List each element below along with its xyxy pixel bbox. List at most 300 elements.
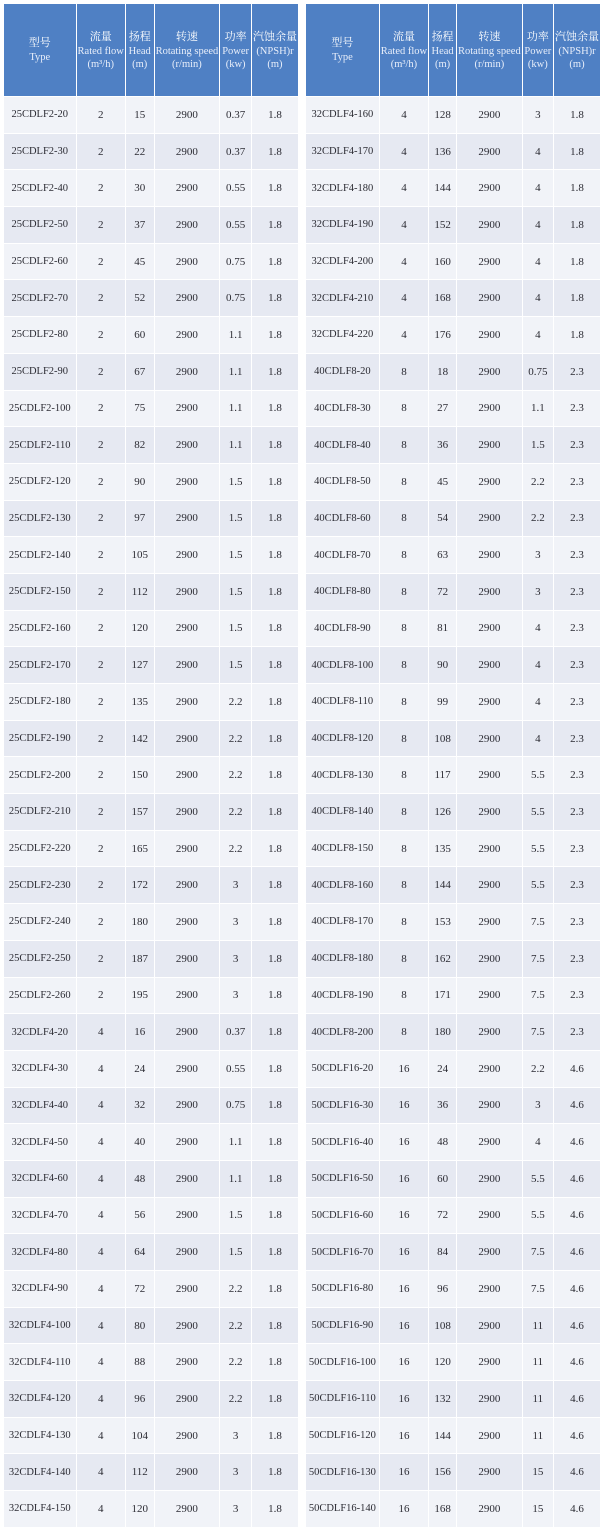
cell-power: 3 bbox=[522, 1087, 553, 1124]
column-header-head bbox=[125, 4, 154, 97]
cell-npsh: 1.8 bbox=[251, 867, 298, 904]
cell-rated-flow: 4 bbox=[76, 1160, 125, 1197]
table-row bbox=[306, 1381, 600, 1418]
cell-rotating-speed: 2900 bbox=[457, 207, 523, 244]
cell-type: 50CDLF16-60 bbox=[306, 1197, 379, 1234]
cell-power: 1.5 bbox=[220, 500, 252, 537]
cell-type: 25CDLF2-40 bbox=[4, 170, 76, 207]
cell-power: 4 bbox=[522, 133, 553, 170]
cell-npsh: 2.3 bbox=[553, 573, 600, 610]
cell-rotating-speed: 2900 bbox=[457, 353, 523, 390]
table-row bbox=[306, 1271, 600, 1308]
cell-head: 153 bbox=[429, 904, 457, 941]
cell-npsh: 1.8 bbox=[251, 1271, 298, 1308]
cell-head: 56 bbox=[125, 1197, 154, 1234]
cell-type: 50CDLF16-20 bbox=[306, 1050, 379, 1087]
cell-type: 25CDLF2-70 bbox=[4, 280, 76, 317]
cell-rotating-speed: 2900 bbox=[457, 1307, 523, 1344]
cell-npsh: 1.8 bbox=[251, 390, 298, 427]
spec-table-left bbox=[4, 4, 298, 1527]
cell-power: 11 bbox=[522, 1417, 553, 1454]
cell-npsh: 4.6 bbox=[553, 1417, 600, 1454]
table-row bbox=[4, 390, 298, 427]
cell-rotating-speed: 2900 bbox=[457, 757, 523, 794]
cell-rotating-speed: 2900 bbox=[154, 280, 220, 317]
cell-rotating-speed: 2900 bbox=[154, 794, 220, 831]
cell-head: 108 bbox=[429, 720, 457, 757]
cell-head: 40 bbox=[125, 1124, 154, 1161]
cell-rated-flow: 4 bbox=[76, 1454, 125, 1491]
cell-rated-flow: 16 bbox=[379, 1491, 428, 1527]
cell-npsh: 1.8 bbox=[553, 133, 600, 170]
table-row bbox=[4, 1344, 298, 1381]
cell-head: 60 bbox=[125, 317, 154, 354]
cell-type: 32CDLF4-130 bbox=[4, 1417, 76, 1454]
cell-rotating-speed: 2900 bbox=[457, 537, 523, 574]
cell-rated-flow: 4 bbox=[76, 1344, 125, 1381]
column-header-zh: 扬程 bbox=[431, 29, 454, 43]
column-header-en: (m³/h) bbox=[87, 58, 114, 70]
cell-power: 2.2 bbox=[522, 463, 553, 500]
cell-head: 117 bbox=[429, 757, 457, 794]
cell-power: 5.5 bbox=[522, 1160, 553, 1197]
cell-rated-flow: 2 bbox=[76, 97, 125, 134]
table-row bbox=[4, 1050, 298, 1087]
cell-head: 168 bbox=[429, 1491, 457, 1527]
cell-rotating-speed: 2900 bbox=[154, 353, 220, 390]
cell-head: 16 bbox=[125, 1014, 154, 1051]
table-row bbox=[306, 243, 600, 280]
table-row bbox=[4, 353, 298, 390]
cell-power: 5.5 bbox=[522, 830, 553, 867]
cell-npsh: 1.8 bbox=[251, 97, 298, 134]
table-row bbox=[306, 867, 600, 904]
cell-npsh: 2.3 bbox=[553, 757, 600, 794]
table-row bbox=[4, 757, 298, 794]
table-row bbox=[4, 1124, 298, 1161]
cell-rated-flow: 8 bbox=[379, 867, 428, 904]
cell-rated-flow: 4 bbox=[76, 1381, 125, 1418]
cell-type: 25CDLF2-50 bbox=[4, 207, 76, 244]
cell-npsh: 1.8 bbox=[553, 280, 600, 317]
cell-rated-flow: 8 bbox=[379, 1014, 428, 1051]
cell-head: 18 bbox=[429, 353, 457, 390]
column-header-en: (m) bbox=[434, 58, 451, 70]
cell-npsh: 1.8 bbox=[251, 463, 298, 500]
column-header-en: Power bbox=[524, 45, 552, 57]
cell-power: 0.55 bbox=[220, 170, 252, 207]
table-row bbox=[4, 647, 298, 684]
cell-head: 152 bbox=[429, 207, 457, 244]
cell-rotating-speed: 2900 bbox=[154, 1087, 220, 1124]
cell-power: 7.5 bbox=[522, 904, 553, 941]
cell-power: 2.2 bbox=[522, 1050, 553, 1087]
column-header-zh: 功率 bbox=[526, 29, 549, 43]
cell-power: 3 bbox=[522, 573, 553, 610]
cell-type: 32CDLF4-190 bbox=[306, 207, 379, 244]
cell-rated-flow: 4 bbox=[76, 1197, 125, 1234]
cell-rotating-speed: 2900 bbox=[154, 427, 220, 464]
cell-rated-flow: 8 bbox=[379, 390, 428, 427]
table-row bbox=[306, 353, 600, 390]
cell-rotating-speed: 2900 bbox=[457, 1381, 523, 1418]
cell-rotating-speed: 2900 bbox=[154, 684, 220, 721]
cell-rated-flow: 2 bbox=[76, 207, 125, 244]
cell-head: 81 bbox=[429, 610, 457, 647]
cell-npsh: 1.8 bbox=[251, 904, 298, 941]
cell-type: 32CDLF4-70 bbox=[4, 1197, 76, 1234]
cell-power: 4 bbox=[522, 243, 553, 280]
cell-head: 112 bbox=[125, 573, 154, 610]
cell-npsh: 1.8 bbox=[251, 940, 298, 977]
cell-head: 99 bbox=[429, 684, 457, 721]
cell-power: 1.1 bbox=[220, 317, 252, 354]
cell-type: 50CDLF16-40 bbox=[306, 1124, 379, 1161]
column-header-npsh bbox=[553, 4, 600, 97]
cell-rotating-speed: 2900 bbox=[154, 243, 220, 280]
cell-rotating-speed: 2900 bbox=[457, 317, 523, 354]
cell-power: 3 bbox=[220, 867, 252, 904]
cell-rated-flow: 16 bbox=[379, 1124, 428, 1161]
cell-rated-flow: 8 bbox=[379, 610, 428, 647]
cell-power: 2.2 bbox=[220, 684, 252, 721]
cell-rotating-speed: 2900 bbox=[457, 573, 523, 610]
cell-rotating-speed: 2900 bbox=[154, 610, 220, 647]
cell-rotating-speed: 2900 bbox=[457, 1087, 523, 1124]
cell-type: 32CDLF4-100 bbox=[4, 1307, 76, 1344]
column-header-zh: 功率 bbox=[224, 29, 247, 43]
cell-npsh: 2.3 bbox=[553, 353, 600, 390]
cell-rated-flow: 8 bbox=[379, 647, 428, 684]
cell-rated-flow: 2 bbox=[76, 940, 125, 977]
cell-rotating-speed: 2900 bbox=[457, 794, 523, 831]
table-row bbox=[4, 1014, 298, 1051]
cell-type: 25CDLF2-100 bbox=[4, 390, 76, 427]
cell-head: 24 bbox=[429, 1050, 457, 1087]
cell-type: 32CDLF4-60 bbox=[4, 1160, 76, 1197]
table-row bbox=[306, 647, 600, 684]
cell-type: 32CDLF4-220 bbox=[306, 317, 379, 354]
cell-type: 32CDLF4-150 bbox=[4, 1491, 76, 1527]
cell-power: 3 bbox=[522, 537, 553, 574]
column-header-en: (m) bbox=[267, 58, 283, 70]
cell-power: 3 bbox=[220, 1417, 252, 1454]
table-row bbox=[4, 610, 298, 647]
cell-rated-flow: 2 bbox=[76, 170, 125, 207]
table-row bbox=[4, 1234, 298, 1271]
cell-head: 27 bbox=[429, 390, 457, 427]
column-header-rated-flow bbox=[379, 4, 428, 97]
table-row bbox=[306, 977, 600, 1014]
cell-head: 80 bbox=[125, 1307, 154, 1344]
cell-rotating-speed: 2900 bbox=[457, 1014, 523, 1051]
column-header-zh: 型号 bbox=[28, 36, 51, 49]
cell-power: 7.5 bbox=[522, 1234, 553, 1271]
cell-head: 144 bbox=[429, 170, 457, 207]
cell-head: 82 bbox=[125, 427, 154, 464]
cell-head: 45 bbox=[429, 463, 457, 500]
cell-rated-flow: 2 bbox=[76, 280, 125, 317]
cell-power: 1.1 bbox=[220, 1160, 252, 1197]
cell-power: 1.5 bbox=[220, 1234, 252, 1271]
column-header-en: (r/min) bbox=[172, 58, 202, 70]
cell-npsh: 1.8 bbox=[251, 1234, 298, 1271]
cell-head: 88 bbox=[125, 1344, 154, 1381]
table-row bbox=[306, 133, 600, 170]
cell-type: 40CDLF8-60 bbox=[306, 500, 379, 537]
cell-rotating-speed: 2900 bbox=[457, 170, 523, 207]
cell-npsh: 1.8 bbox=[251, 1344, 298, 1381]
cell-rated-flow: 2 bbox=[76, 390, 125, 427]
table-row bbox=[306, 720, 600, 757]
cell-head: 97 bbox=[125, 500, 154, 537]
table-row bbox=[4, 1307, 298, 1344]
cell-rated-flow: 4 bbox=[379, 280, 428, 317]
cell-power: 3 bbox=[220, 904, 252, 941]
cell-power: 0.75 bbox=[220, 1087, 252, 1124]
cell-npsh: 1.8 bbox=[251, 537, 298, 574]
cell-rated-flow: 2 bbox=[76, 133, 125, 170]
table-row bbox=[4, 280, 298, 317]
table-row bbox=[306, 573, 600, 610]
cell-type: 25CDLF2-230 bbox=[4, 867, 76, 904]
table-row bbox=[306, 904, 600, 941]
column-header-type bbox=[4, 4, 76, 97]
table-row bbox=[306, 794, 600, 831]
cell-npsh: 1.8 bbox=[251, 1417, 298, 1454]
cell-power: 0.37 bbox=[220, 1014, 252, 1051]
cell-head: 36 bbox=[429, 427, 457, 464]
cell-head: 156 bbox=[429, 1454, 457, 1491]
cell-rotating-speed: 2900 bbox=[154, 1381, 220, 1418]
cell-rotating-speed: 2900 bbox=[154, 830, 220, 867]
table-row bbox=[4, 317, 298, 354]
cell-type: 32CDLF4-200 bbox=[306, 243, 379, 280]
cell-npsh: 1.8 bbox=[251, 794, 298, 831]
table-row bbox=[306, 1087, 600, 1124]
cell-type: 32CDLF4-180 bbox=[306, 170, 379, 207]
cell-power: 5.5 bbox=[522, 794, 553, 831]
cell-rated-flow: 4 bbox=[76, 1087, 125, 1124]
table-row bbox=[4, 133, 298, 170]
column-header-en: Type bbox=[331, 52, 353, 63]
column-header-npsh bbox=[251, 4, 298, 97]
cell-type: 50CDLF16-120 bbox=[306, 1417, 379, 1454]
cell-type: 32CDLF4-170 bbox=[306, 133, 379, 170]
cell-rotating-speed: 2900 bbox=[154, 207, 220, 244]
cell-npsh: 4.6 bbox=[553, 1491, 600, 1527]
table-row bbox=[306, 757, 600, 794]
cell-rated-flow: 2 bbox=[76, 794, 125, 831]
cell-npsh: 1.8 bbox=[251, 280, 298, 317]
table-row bbox=[4, 1417, 298, 1454]
table-row bbox=[4, 170, 298, 207]
cell-rated-flow: 2 bbox=[76, 867, 125, 904]
cell-rated-flow: 8 bbox=[379, 573, 428, 610]
cell-power: 4 bbox=[522, 317, 553, 354]
cell-power: 1.1 bbox=[220, 427, 252, 464]
cell-power: 0.37 bbox=[220, 97, 252, 134]
column-header-en: (m) bbox=[569, 58, 585, 70]
cell-rotating-speed: 2900 bbox=[457, 830, 523, 867]
cell-head: 126 bbox=[429, 794, 457, 831]
cell-rotating-speed: 2900 bbox=[154, 1417, 220, 1454]
cell-type: 40CDLF8-190 bbox=[306, 977, 379, 1014]
table-row bbox=[4, 463, 298, 500]
cell-type: 50CDLF16-50 bbox=[306, 1160, 379, 1197]
cell-rotating-speed: 2900 bbox=[154, 977, 220, 1014]
cell-npsh: 1.8 bbox=[251, 757, 298, 794]
cell-rated-flow: 8 bbox=[379, 757, 428, 794]
cell-head: 60 bbox=[429, 1160, 457, 1197]
column-header-en: Rotating speed bbox=[155, 45, 219, 57]
cell-power: 2.2 bbox=[220, 757, 252, 794]
cell-power: 2.2 bbox=[220, 1344, 252, 1381]
cell-rated-flow: 4 bbox=[76, 1307, 125, 1344]
cell-npsh: 1.8 bbox=[251, 133, 298, 170]
cell-npsh: 2.3 bbox=[553, 684, 600, 721]
cell-rotating-speed: 2900 bbox=[457, 684, 523, 721]
cell-type: 40CDLF8-40 bbox=[306, 427, 379, 464]
table-row bbox=[306, 830, 600, 867]
table-row bbox=[306, 1050, 600, 1087]
cell-rotating-speed: 2900 bbox=[154, 463, 220, 500]
cell-type: 40CDLF8-180 bbox=[306, 940, 379, 977]
cell-type: 32CDLF4-110 bbox=[4, 1344, 76, 1381]
cell-type: 32CDLF4-140 bbox=[4, 1454, 76, 1491]
cell-npsh: 1.8 bbox=[251, 317, 298, 354]
spec-table-right bbox=[306, 4, 600, 1527]
cell-rotating-speed: 2900 bbox=[457, 97, 523, 134]
column-header-rotating-speed bbox=[154, 4, 220, 97]
cell-rated-flow: 4 bbox=[379, 133, 428, 170]
cell-type: 25CDLF2-190 bbox=[4, 720, 76, 757]
cell-npsh: 2.3 bbox=[553, 500, 600, 537]
cell-rated-flow: 2 bbox=[76, 647, 125, 684]
cell-rated-flow: 4 bbox=[379, 317, 428, 354]
cell-npsh: 2.3 bbox=[553, 720, 600, 757]
spec-tables bbox=[4, 4, 600, 1527]
cell-head: 108 bbox=[429, 1307, 457, 1344]
cell-head: 90 bbox=[125, 463, 154, 500]
cell-head: 160 bbox=[429, 243, 457, 280]
table-row bbox=[4, 427, 298, 464]
cell-head: 132 bbox=[429, 1381, 457, 1418]
cell-head: 144 bbox=[429, 867, 457, 904]
cell-head: 136 bbox=[429, 133, 457, 170]
cell-rotating-speed: 2900 bbox=[457, 1271, 523, 1308]
table-row bbox=[4, 1271, 298, 1308]
cell-head: 96 bbox=[125, 1381, 154, 1418]
cell-rated-flow: 16 bbox=[379, 1271, 428, 1308]
cell-npsh: 1.8 bbox=[251, 1014, 298, 1051]
table-row bbox=[4, 830, 298, 867]
cell-rated-flow: 2 bbox=[76, 977, 125, 1014]
cell-rated-flow: 2 bbox=[76, 353, 125, 390]
cell-head: 32 bbox=[125, 1087, 154, 1124]
cell-type: 40CDLF8-90 bbox=[306, 610, 379, 647]
cell-npsh: 1.8 bbox=[251, 610, 298, 647]
cell-rated-flow: 8 bbox=[379, 500, 428, 537]
cell-head: 104 bbox=[125, 1417, 154, 1454]
cell-power: 2.2 bbox=[220, 830, 252, 867]
cell-type: 25CDLF2-120 bbox=[4, 463, 76, 500]
cell-npsh: 4.6 bbox=[553, 1160, 600, 1197]
cell-rated-flow: 2 bbox=[76, 500, 125, 537]
column-header-en: (NPSH)r bbox=[256, 45, 294, 57]
cell-rotating-speed: 2900 bbox=[457, 500, 523, 537]
table-row bbox=[306, 1014, 600, 1051]
cell-rotating-speed: 2900 bbox=[154, 940, 220, 977]
column-header-zh: 流量 bbox=[89, 29, 112, 43]
table-row bbox=[4, 573, 298, 610]
cell-rotating-speed: 2900 bbox=[457, 940, 523, 977]
cell-power: 3 bbox=[220, 1454, 252, 1491]
cell-type: 25CDLF2-90 bbox=[4, 353, 76, 390]
cell-head: 162 bbox=[429, 940, 457, 977]
cell-type: 50CDLF16-30 bbox=[306, 1087, 379, 1124]
cell-rated-flow: 8 bbox=[379, 977, 428, 1014]
cell-npsh: 1.8 bbox=[251, 243, 298, 280]
cell-type: 40CDLF8-140 bbox=[306, 794, 379, 831]
cell-type: 25CDLF2-80 bbox=[4, 317, 76, 354]
cell-rotating-speed: 2900 bbox=[154, 1160, 220, 1197]
cell-power: 2.2 bbox=[220, 794, 252, 831]
column-header-zh: 流量 bbox=[392, 29, 415, 43]
cell-type: 40CDLF8-100 bbox=[306, 647, 379, 684]
column-header-en: Rated flow bbox=[380, 45, 428, 57]
column-header-zh: 转速 bbox=[175, 29, 198, 43]
table-row bbox=[306, 1197, 600, 1234]
cell-rated-flow: 2 bbox=[76, 573, 125, 610]
table-row bbox=[306, 1344, 600, 1381]
cell-head: 84 bbox=[429, 1234, 457, 1271]
cell-head: 120 bbox=[429, 1344, 457, 1381]
cell-power: 1.5 bbox=[220, 1197, 252, 1234]
cell-power: 2.2 bbox=[220, 1381, 252, 1418]
cell-rotating-speed: 2900 bbox=[154, 757, 220, 794]
cell-rotating-speed: 2900 bbox=[154, 1014, 220, 1051]
cell-npsh: 2.3 bbox=[553, 977, 600, 1014]
cell-power: 0.37 bbox=[220, 133, 252, 170]
cell-rotating-speed: 2900 bbox=[154, 537, 220, 574]
cell-rotating-speed: 2900 bbox=[457, 1491, 523, 1527]
cell-type: 32CDLF4-90 bbox=[4, 1271, 76, 1308]
column-header-en: Head bbox=[431, 45, 454, 57]
cell-power: 1.1 bbox=[522, 390, 553, 427]
cell-head: 22 bbox=[125, 133, 154, 170]
cell-head: 187 bbox=[125, 940, 154, 977]
cell-power: 4 bbox=[522, 170, 553, 207]
cell-rated-flow: 16 bbox=[379, 1160, 428, 1197]
cell-head: 142 bbox=[125, 720, 154, 757]
cell-power: 15 bbox=[522, 1454, 553, 1491]
cell-head: 64 bbox=[125, 1234, 154, 1271]
cell-power: 4 bbox=[522, 610, 553, 647]
table-row bbox=[306, 463, 600, 500]
cell-rotating-speed: 2900 bbox=[457, 1160, 523, 1197]
table-row bbox=[306, 427, 600, 464]
cell-head: 54 bbox=[429, 500, 457, 537]
cell-type: 32CDLF4-50 bbox=[4, 1124, 76, 1161]
table-row bbox=[4, 1087, 298, 1124]
cell-npsh: 1.8 bbox=[553, 97, 600, 134]
cell-type: 40CDLF8-170 bbox=[306, 904, 379, 941]
cell-rotating-speed: 2900 bbox=[154, 720, 220, 757]
cell-rotating-speed: 2900 bbox=[154, 133, 220, 170]
cell-head: 168 bbox=[429, 280, 457, 317]
cell-rated-flow: 8 bbox=[379, 684, 428, 721]
